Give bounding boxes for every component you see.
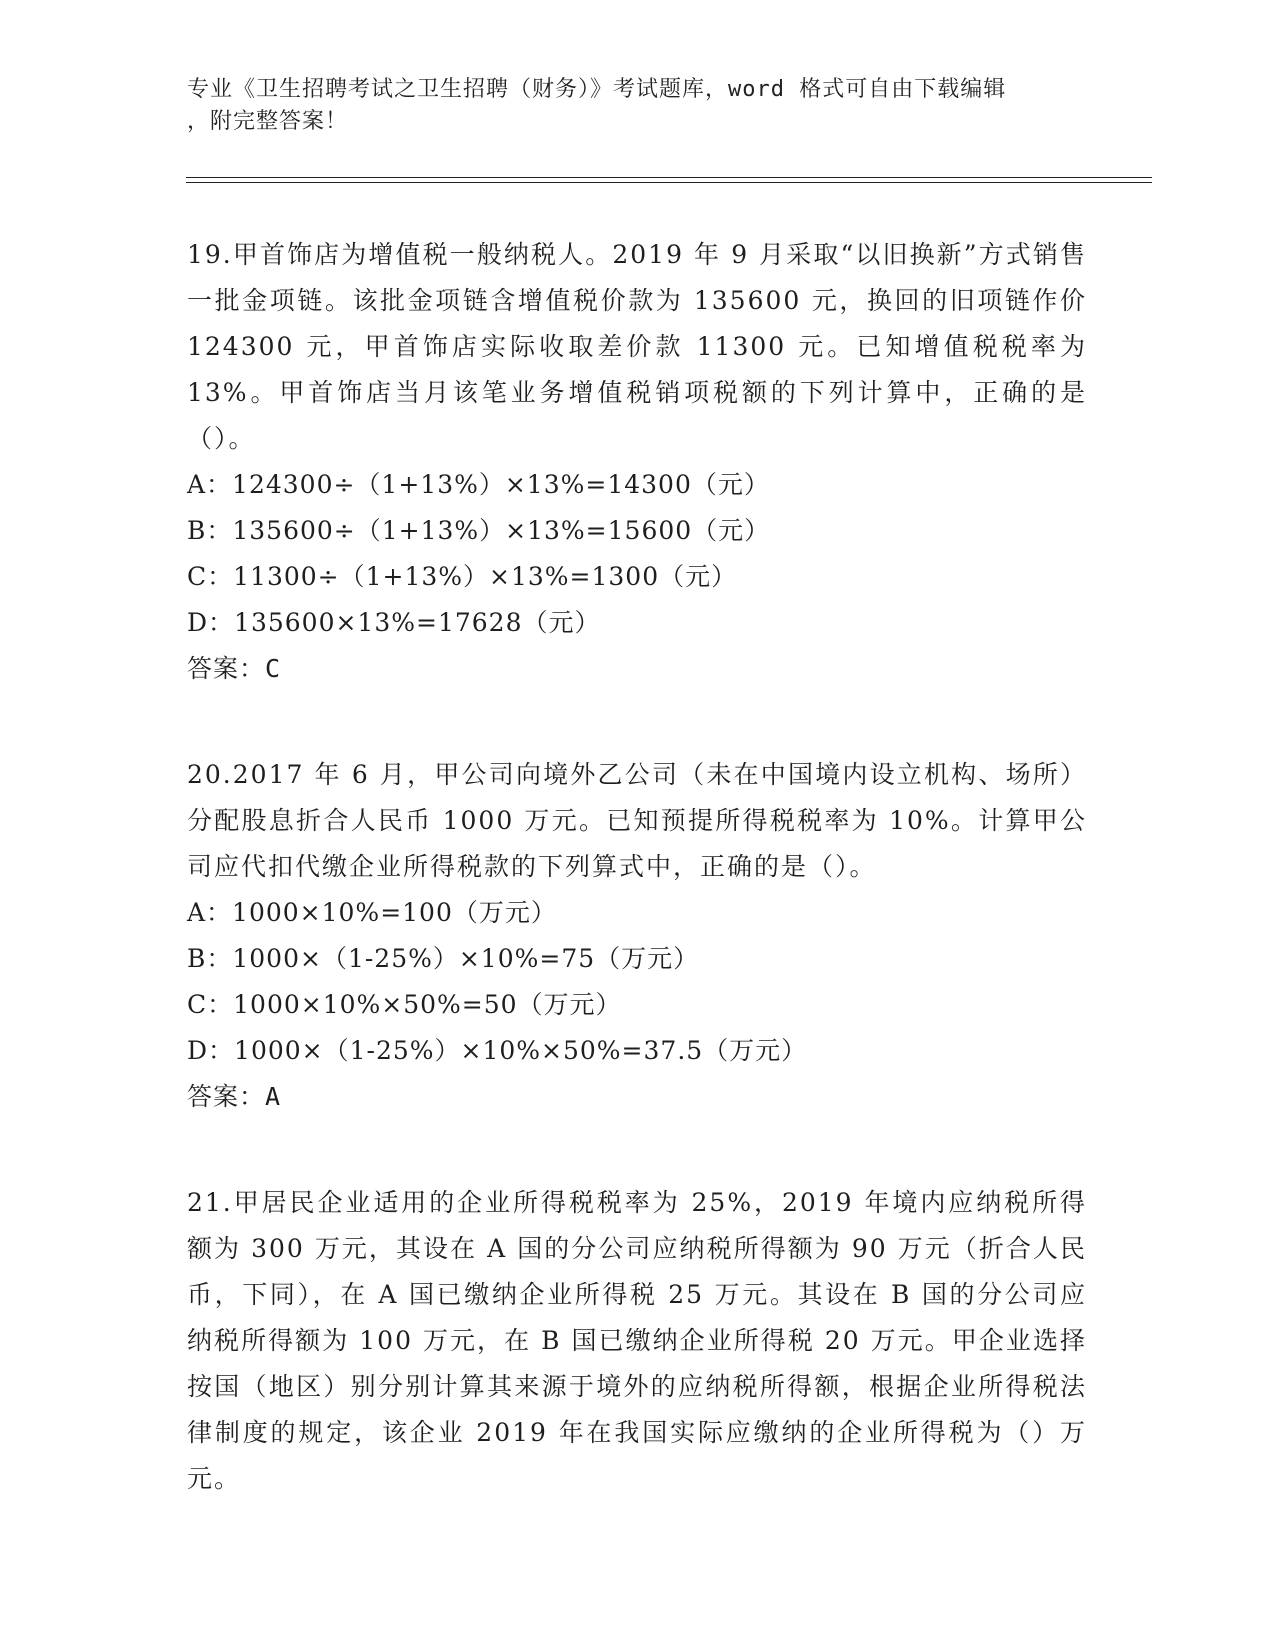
option-d: D：1000×（1-25%）×10%×50%=37.5（万元）	[187, 1036, 808, 1065]
option-c: C：1000×10%×50%=50（万元）	[187, 990, 622, 1019]
option-a: A：124300÷（1+13%）×13%=14300（元）	[187, 470, 770, 499]
question-stem: 21.甲居民企业适用的企业所得税税率为 25%，2019 年境内应纳税所得额为 300 万元，其设在 A 国的分公司应纳税所得额为 90 万元（折合人民币，下同），在 A 国已缴纳企业所得税 25 万元。其设在 B 国的分公司应纳税所得额为 100 万元，在 B 国已缴纳企业所得税 20 万元。甲企业选择按国（地区）别分别计算其来源于境外的应纳税所得额，根据企业所得税法律制度的规定，该企业 2019 年在我国实际应缴纳的企业所得税为（）万元。	[187, 1188, 1087, 1493]
question-21	[187, 1180, 1087, 1502]
page-header	[187, 74, 1087, 138]
header-line-2: ，附完整答案！	[187, 109, 349, 134]
question-stem: 20.2017 年 6 月，甲公司向境外乙公司（未在中国境内设立机构、场所）分配股息折合人民币 1000 万元。已知预提所得税税率为 10%。计算甲公司应代扣代缴企业所得税款的下列算式中，正确的是（）。	[187, 760, 1087, 881]
answer: 答案：A	[187, 1082, 282, 1111]
header-divider-top	[186, 177, 1152, 178]
option-d: D：135600×13%=17628（元）	[187, 608, 601, 637]
header-line-1: 专业《卫生招聘考试之卫生招聘（财务）》考试题库，word 格式可自由下载编辑	[187, 77, 1007, 102]
question-20	[187, 752, 1087, 1120]
question-19	[187, 232, 1087, 692]
question-stem: 19.甲首饰店为增值税一般纳税人。2019 年 9 月采取“以旧换新”方式销售一批金项链。该批金项链含增值税价款为 135600 元，换回的旧项链作价 124300 元，甲首饰店实际收取差价款 11300 元。已知增值税税率为 13%。甲首饰店当月该笔业务增值税销项税额的下列计算中，正确的是（）。	[187, 240, 1087, 453]
answer: 答案：C	[187, 654, 282, 683]
option-a: A：1000×10%=100（万元）	[187, 898, 557, 927]
header-divider-bottom	[186, 182, 1152, 183]
question-list	[187, 232, 1087, 1562]
option-c: C：11300÷（1+13%）×13%=1300（元）	[187, 562, 738, 591]
option-b: B：1000×（1-25%）×10%=75（万元）	[187, 944, 700, 973]
option-b: B：135600÷（1+13%）×13%=15600（元）	[187, 516, 771, 545]
